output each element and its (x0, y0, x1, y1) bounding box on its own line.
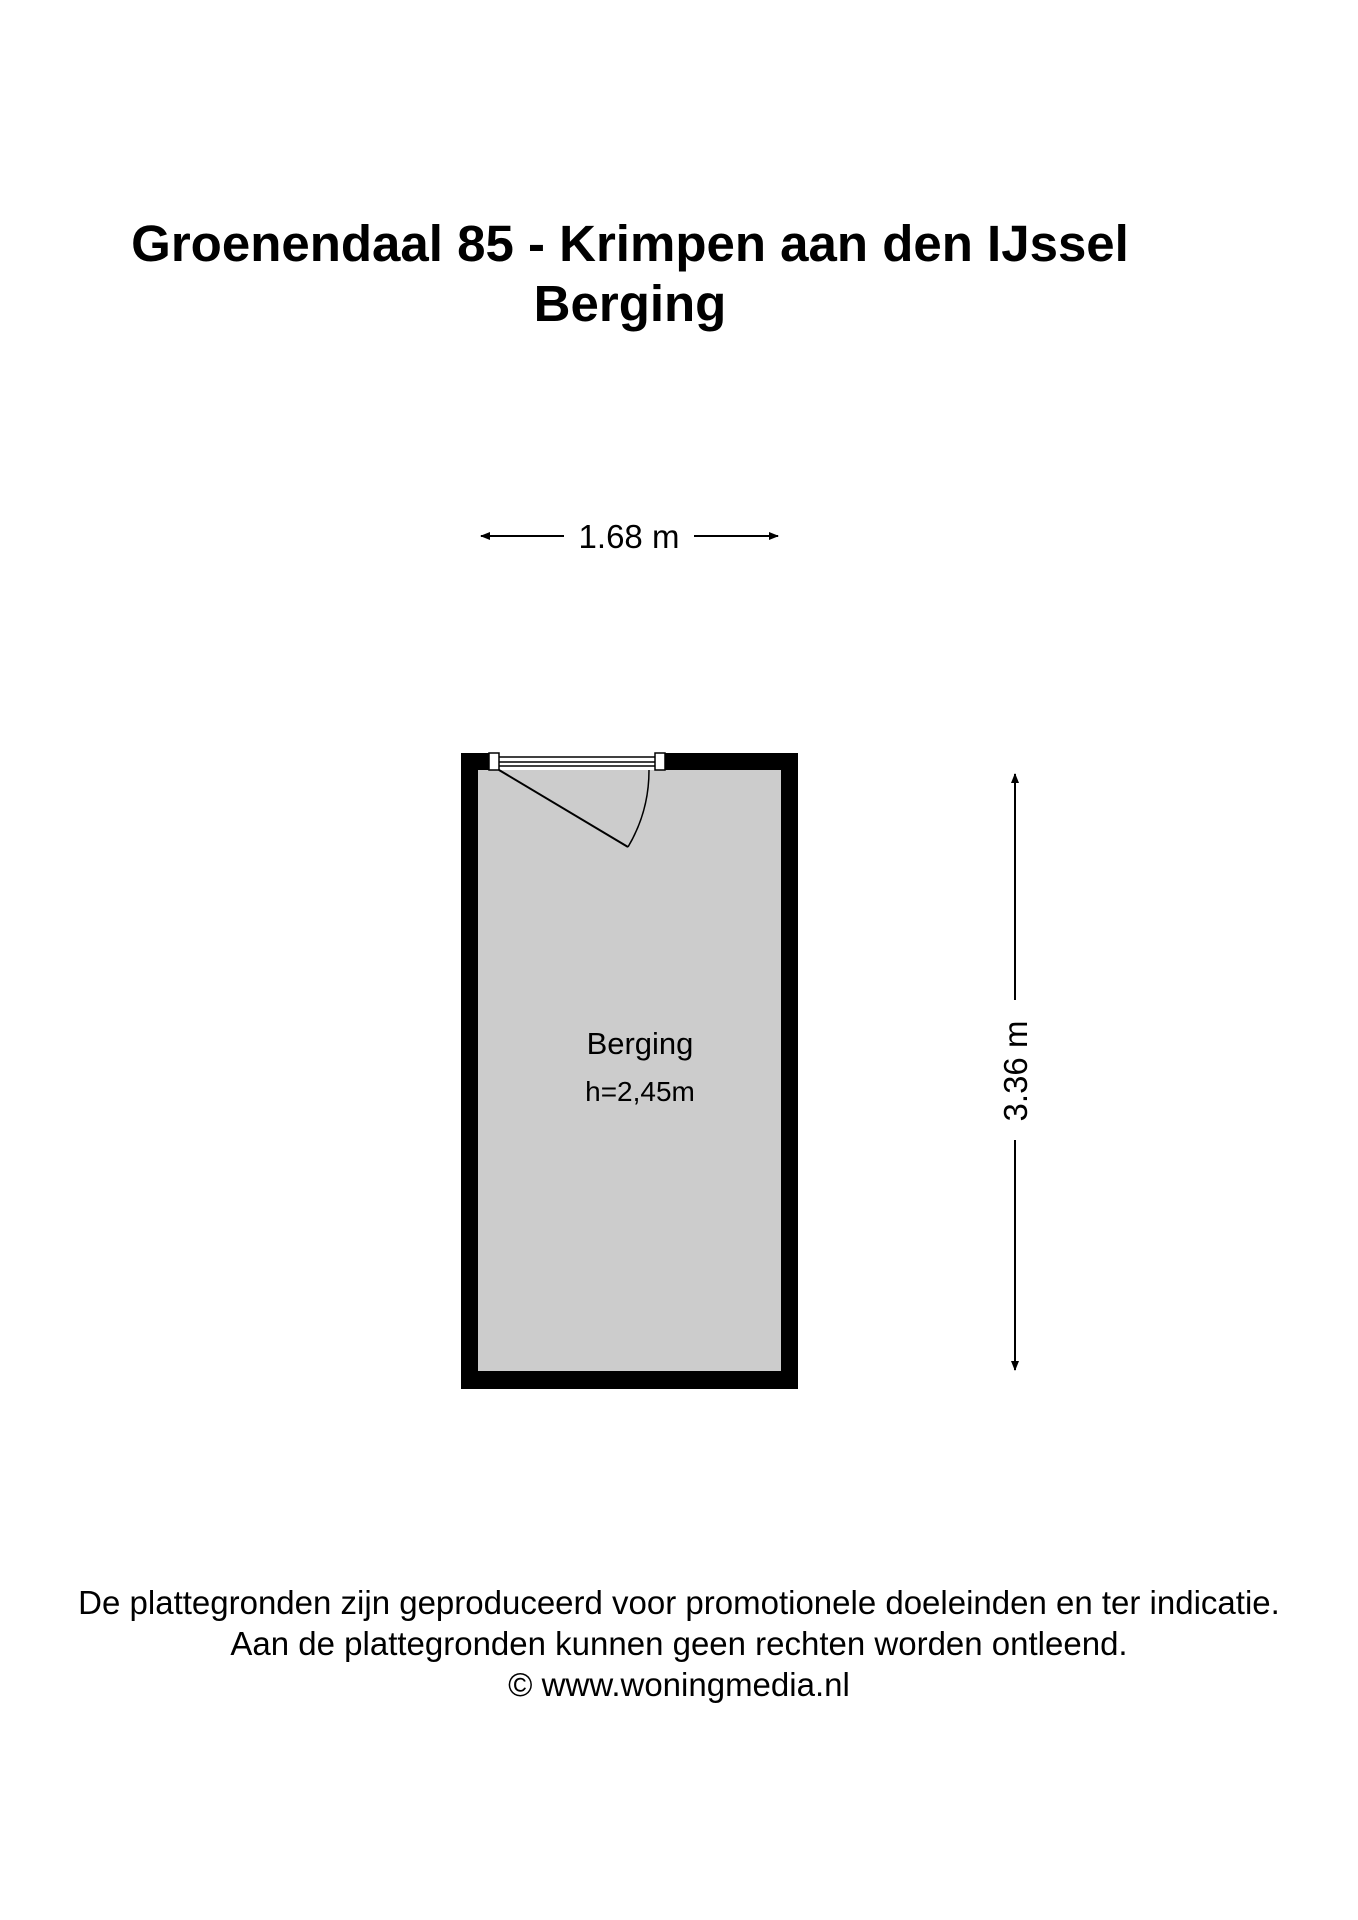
copyright-line: © www.woningmedia.nl (508, 1666, 850, 1703)
door-jamb-left (489, 753, 499, 770)
door-jamb-right (655, 753, 665, 770)
width-dimension-label: 1.68 m (578, 518, 680, 555)
disclaimer-line-2: Aan de plattegronden kunnen geen rechten worden ontleend. (230, 1625, 1128, 1662)
wall-top-right (665, 753, 798, 770)
floor-title: Berging (533, 275, 727, 332)
wall-top-left (461, 753, 489, 770)
room-berging (461, 753, 798, 1389)
address-title: Groenendaal 85 - Krimpen aan den IJssel (131, 215, 1129, 272)
room-height-label: h=2,45m (585, 1076, 695, 1107)
wall-right (781, 753, 798, 1389)
depth-dimension-label: 3.36 m (997, 1020, 1034, 1122)
disclaimer-line-1: De plattegronden zijn geproduceerd voor promotionele doeleinden en ter indicatie. (78, 1584, 1280, 1621)
wall-left (461, 753, 478, 1389)
width-dimension (481, 518, 778, 555)
room-name-label: Berging (586, 1026, 694, 1061)
room-floor (478, 770, 781, 1371)
depth-dimension (997, 774, 1034, 1370)
wall-bottom (461, 1371, 798, 1389)
